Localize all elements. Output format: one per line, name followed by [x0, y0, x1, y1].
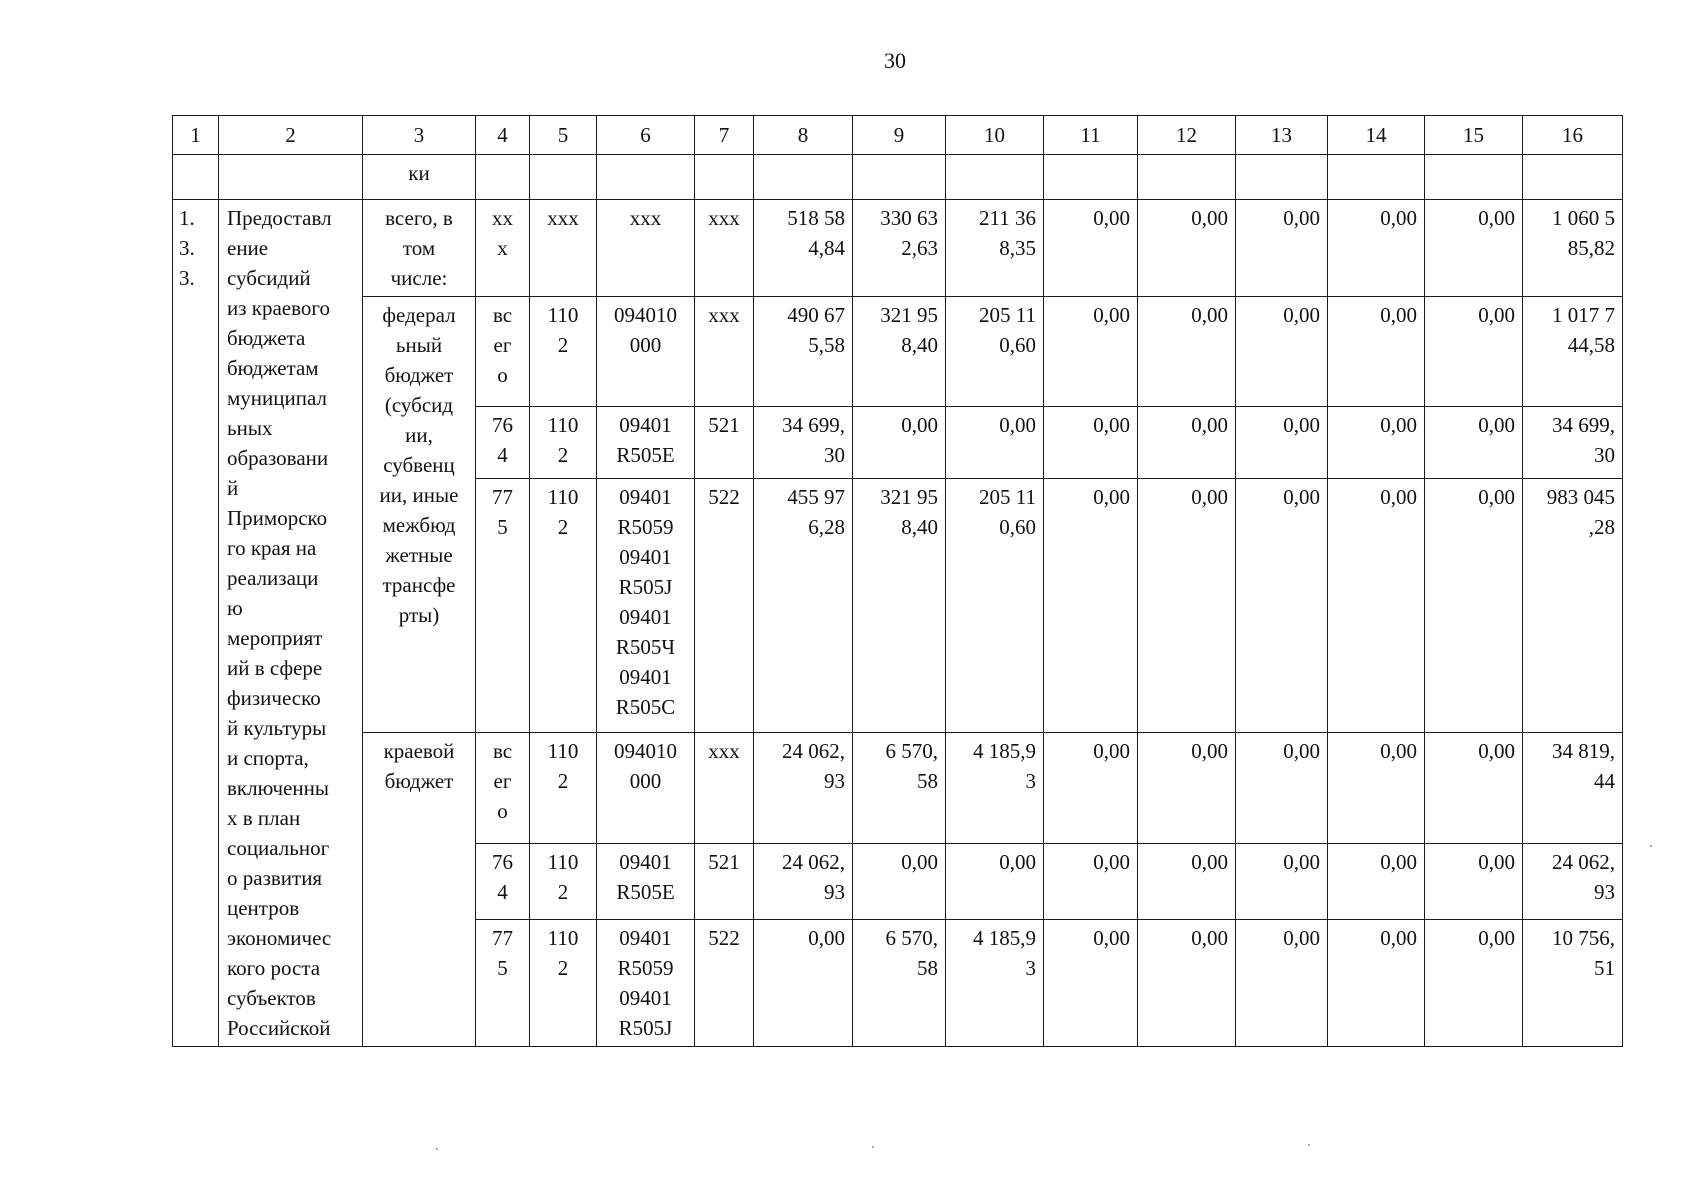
cell-c10: 4 185,9 3: [946, 732, 1044, 844]
cell: [1044, 155, 1138, 200]
cell-c9: 330 63 2,63: [853, 200, 946, 297]
cell-c10: 205 11 0,60: [946, 478, 1044, 732]
header-row: [173, 116, 1623, 155]
cell-c15: 0,00: [1425, 844, 1523, 920]
scan-speck: [1308, 1144, 1310, 1146]
cell-c12: 0,00: [1138, 406, 1236, 478]
cell-c13: 0,00: [1236, 732, 1328, 844]
cell-c9: 0,00: [853, 844, 946, 920]
cell-c13: 0,00: [1236, 297, 1328, 407]
cell-c8: 24 062, 93: [754, 732, 853, 844]
cell-c11: 0,00: [1044, 200, 1138, 297]
table-row: [173, 200, 1623, 297]
cell-c5: 110 2: [530, 406, 597, 478]
cell-c8: 0,00: [754, 920, 853, 1047]
cell-c10: 205 11 0,60: [946, 297, 1044, 407]
cell-c4: вс ег о: [476, 297, 530, 407]
header-cell: 13: [1236, 116, 1328, 155]
cell-c11: 0,00: [1044, 478, 1138, 732]
cell-c5: ххх: [530, 200, 597, 297]
cell-c13: 0,00: [1236, 920, 1328, 1047]
cell-c14: 0,00: [1328, 200, 1425, 297]
cell-c4: 76 4: [476, 844, 530, 920]
cell-c7: 522: [695, 478, 754, 732]
cell-c11: 0,00: [1044, 406, 1138, 478]
header-cell: 4: [476, 116, 530, 155]
cell-c11: 0,00: [1044, 920, 1138, 1047]
cell-c16: 24 062, 93: [1523, 844, 1623, 920]
cell-c11: 0,00: [1044, 732, 1138, 844]
cell: [1138, 155, 1236, 200]
cell-c5: 110 2: [530, 732, 597, 844]
item-number: 1. 3. 3.: [173, 200, 219, 1047]
header-cell: 14: [1328, 116, 1425, 155]
cell-c15: 0,00: [1425, 297, 1523, 407]
cell: [946, 155, 1044, 200]
scan-speck: [1650, 845, 1652, 847]
cell-c10: 0,00: [946, 844, 1044, 920]
cell-c7: ххх: [695, 200, 754, 297]
page-number: 30: [884, 48, 906, 73]
budget-table: [172, 115, 1623, 1047]
cell-c14: 0,00: [1328, 478, 1425, 732]
cell-c15: 0,00: [1425, 732, 1523, 844]
cell-c5: 110 2: [530, 478, 597, 732]
cell: [173, 155, 219, 200]
cell-c16: 34 819, 44: [1523, 732, 1623, 844]
cell: [597, 155, 695, 200]
cell-c4: 77 5: [476, 920, 530, 1047]
cell-c13: 0,00: [1236, 406, 1328, 478]
cell-c6: 09401 R5059 09401 R505J 09401 R505Ч 09401 R505C: [597, 478, 695, 732]
cell-c16: 10 756, 51: [1523, 920, 1623, 1047]
header-cell: 10: [946, 116, 1044, 155]
cell-c9: 0,00: [853, 406, 946, 478]
header-cell: 1: [173, 116, 219, 155]
table-row: [173, 732, 1623, 844]
cell-c6: 09401 R505E: [597, 844, 695, 920]
cell-c13: 0,00: [1236, 200, 1328, 297]
cell-c12: 0,00: [1138, 920, 1236, 1047]
cell: [1523, 155, 1623, 200]
cell-c8: 24 062, 93: [754, 844, 853, 920]
cell-c5: 110 2: [530, 920, 597, 1047]
cell-c6: 094010 000: [597, 732, 695, 844]
cell: [1425, 155, 1523, 200]
cell: [1328, 155, 1425, 200]
cell-c11: 0,00: [1044, 297, 1138, 407]
cell-c4: 76 4: [476, 406, 530, 478]
cell-c14: 0,00: [1328, 920, 1425, 1047]
cell-c4: вс ег о: [476, 732, 530, 844]
cell-c9: 321 95 8,40: [853, 297, 946, 407]
cell-c16: 34 699, 30: [1523, 406, 1623, 478]
header-cell: 6: [597, 116, 695, 155]
source-federal: федерал ьный бюджет (субсид ии, субвенц ии, иные межбюд жетные трансфе рты): [363, 297, 476, 733]
cell-c14: 0,00: [1328, 297, 1425, 407]
cell-c12: 0,00: [1138, 297, 1236, 407]
cell-c6: 09401 R505E: [597, 406, 695, 478]
cell-c8: 34 699, 30: [754, 406, 853, 478]
cell-c5: 110 2: [530, 844, 597, 920]
scan-speck: [436, 1148, 438, 1150]
cell: [1236, 155, 1328, 200]
cell-c15: 0,00: [1425, 200, 1523, 297]
cell-c12: 0,00: [1138, 732, 1236, 844]
table-row: [173, 297, 1623, 407]
cell-c12: 0,00: [1138, 200, 1236, 297]
cell-c13: 0,00: [1236, 478, 1328, 732]
cell-c16: 1 060 5 85,82: [1523, 200, 1623, 297]
cell-c11: 0,00: [1044, 844, 1138, 920]
cell-c5: 110 2: [530, 297, 597, 407]
cell: [476, 155, 530, 200]
cell-c7: ххх: [695, 732, 754, 844]
cell-c8: 455 97 6,28: [754, 478, 853, 732]
cell-c14: 0,00: [1328, 732, 1425, 844]
header-cell: 8: [754, 116, 853, 155]
cell: [530, 155, 597, 200]
scan-speck: [872, 1146, 874, 1148]
cell-c15: 0,00: [1425, 406, 1523, 478]
header-cell: 11: [1044, 116, 1138, 155]
continuation-row: [173, 155, 1623, 200]
header-cell: 15: [1425, 116, 1523, 155]
cell-c9: 321 95 8,40: [853, 478, 946, 732]
cell-c6: 094010 000: [597, 297, 695, 407]
cell-c4: хх х: [476, 200, 530, 297]
cell-c6: 09401 R5059 09401 R505J: [597, 920, 695, 1047]
header-cell: 16: [1523, 116, 1623, 155]
cell-c15: 0,00: [1425, 920, 1523, 1047]
cell-c10: 0,00: [946, 406, 1044, 478]
continuation-text: ки: [363, 155, 476, 200]
header-cell: 5: [530, 116, 597, 155]
cell-c10: 211 36 8,35: [946, 200, 1044, 297]
cell-c16: 1 017 7 44,58: [1523, 297, 1623, 407]
header-cell: 12: [1138, 116, 1236, 155]
cell-c12: 0,00: [1138, 478, 1236, 732]
item-title: Предоставл ение субсидий из краевого бюджета бюджетам муниципал ьных образовани й Приморско го края на реализаци ю мероприят ий в сфере физическо й культуры и спорта, включенны х в план социальног о развития центров экономичес кого роста субъектов Российской: [219, 200, 363, 1047]
cell-c7: 521: [695, 406, 754, 478]
cell-c15: 0,00: [1425, 478, 1523, 732]
cell-c14: 0,00: [1328, 844, 1425, 920]
cell-c6: ххх: [597, 200, 695, 297]
source-regional: краевой бюджет: [363, 732, 476, 1047]
cell-c9: 6 570, 58: [853, 920, 946, 1047]
cell-c12: 0,00: [1138, 844, 1236, 920]
cell-c7: ххх: [695, 297, 754, 407]
cell-c10: 4 185,9 3: [946, 920, 1044, 1047]
header-cell: 3: [363, 116, 476, 155]
cell-c8: 518 58 4,84: [754, 200, 853, 297]
cell-c13: 0,00: [1236, 844, 1328, 920]
header-cell: 7: [695, 116, 754, 155]
cell-c4: 77 5: [476, 478, 530, 732]
cell-c14: 0,00: [1328, 406, 1425, 478]
cell-c7: 521: [695, 844, 754, 920]
source-total: всего, в том числе:: [363, 200, 476, 297]
header-cell: 9: [853, 116, 946, 155]
cell-c9: 6 570, 58: [853, 732, 946, 844]
cell-c7: 522: [695, 920, 754, 1047]
cell: [695, 155, 754, 200]
cell: [754, 155, 853, 200]
cell: [853, 155, 946, 200]
cell-c8: 490 67 5,58: [754, 297, 853, 407]
cell: [219, 155, 363, 200]
header-cell: 2: [219, 116, 363, 155]
cell-c16: 983 045 ,28: [1523, 478, 1623, 732]
